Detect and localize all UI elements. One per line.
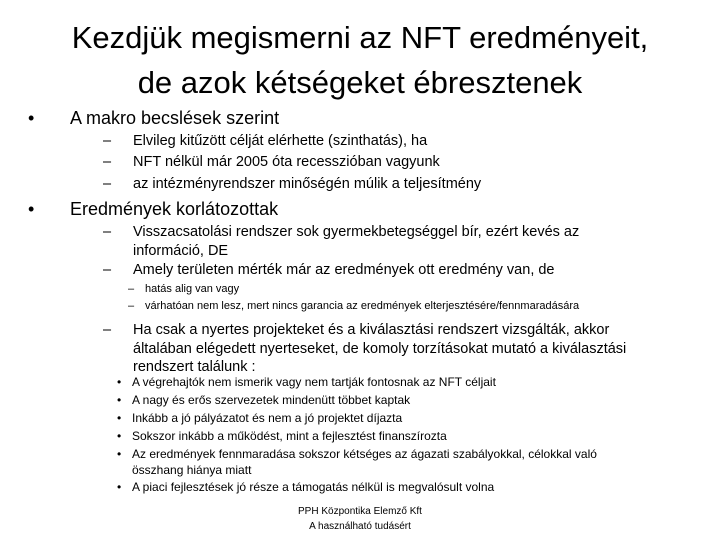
- section2-item3-line: rendszert találunk :: [133, 359, 256, 375]
- section1-item: Elvileg kitűzött célját elérhette (szinthatás), ha: [133, 133, 428, 149]
- dash-icon: –: [103, 322, 112, 338]
- slide-title-line-1: Kezdjük megismerni az NFT eredményeit,: [71, 20, 649, 55]
- section1-heading: A makro becslések szerint: [70, 108, 280, 128]
- dash-icon: –: [103, 133, 112, 149]
- section2-item3-sub: összhang hiánya miatt: [132, 463, 252, 477]
- section2-item3-sub: A végrehajtók nem ismerik vagy nem tartják fontosnak az NFT céljait: [132, 375, 496, 389]
- slide-title-line-2: de azok kétségeket ébresztenek: [137, 65, 583, 100]
- section2-item3-sub: Inkább a jó pályázatot és nem a jó projektet díjazta: [132, 411, 403, 425]
- section2-item1-line: információ, DE: [133, 243, 229, 259]
- section1-item: NFT nélkül már 2005 óta recesszióban vagyunk: [133, 154, 440, 170]
- footer-tagline: A használható tudásért: [309, 521, 411, 532]
- section2-item2-sub: várhatóan nem lesz, mert nincs garancia az eredmények elterjesztésére/fennmaradására: [145, 300, 580, 312]
- section2-item3-line: általában elégedett nyerteseket, de komoly torzításokat mutató a kiválasztási: [133, 341, 627, 357]
- bullet-icon: •: [28, 108, 35, 128]
- section2-item3-sub: A piaci fejlesztések jó része a támogatás nélkül is megvalósult volna: [132, 480, 495, 494]
- bullet-icon: •: [117, 375, 122, 389]
- dash-icon: –: [103, 176, 112, 192]
- section1-item: az intézményrendszer minőségén múlik a teljesítmény: [133, 176, 482, 192]
- bullet-icon: •: [117, 393, 122, 407]
- bullet-icon: •: [117, 411, 122, 425]
- section2-item1-line: Visszacsatolási rendszer sok gyermekbetegséggel bír, ezért kevés az: [133, 224, 580, 240]
- section2-heading: Eredmények korlátozottak: [70, 199, 279, 219]
- bullet-icon: •: [28, 199, 35, 219]
- section2-item2: Amely területen mérték már az eredmények ott eredmény van, de: [133, 262, 555, 278]
- dash-icon: –: [103, 262, 112, 278]
- dash-icon: –: [128, 300, 135, 312]
- dash-icon: –: [103, 154, 112, 170]
- section2-item2-sub: hatás alig van vagy: [145, 283, 240, 295]
- section2-item3-line: Ha csak a nyertes projekteket és a kiválasztási rendszert vizsgálták, akkor: [133, 322, 610, 338]
- bullet-icon: •: [117, 480, 122, 494]
- section2-item3-sub: Az eredmények fennmaradása sokszor kétséges az ágazati szabályokkal, célokkal való: [132, 447, 597, 461]
- bullet-icon: •: [117, 447, 122, 461]
- footer-company: PPH Központika Elemző Kft: [298, 506, 422, 517]
- bullet-icon: •: [117, 429, 122, 443]
- dash-icon: –: [128, 283, 135, 295]
- section2-item3-sub: Sokszor inkább a működést, mint a fejlesztést finanszírozta: [132, 429, 447, 443]
- dash-icon: –: [103, 224, 112, 240]
- section2-item3-sub: A nagy és erős szervezetek mindenütt többet kaptak: [132, 393, 411, 407]
